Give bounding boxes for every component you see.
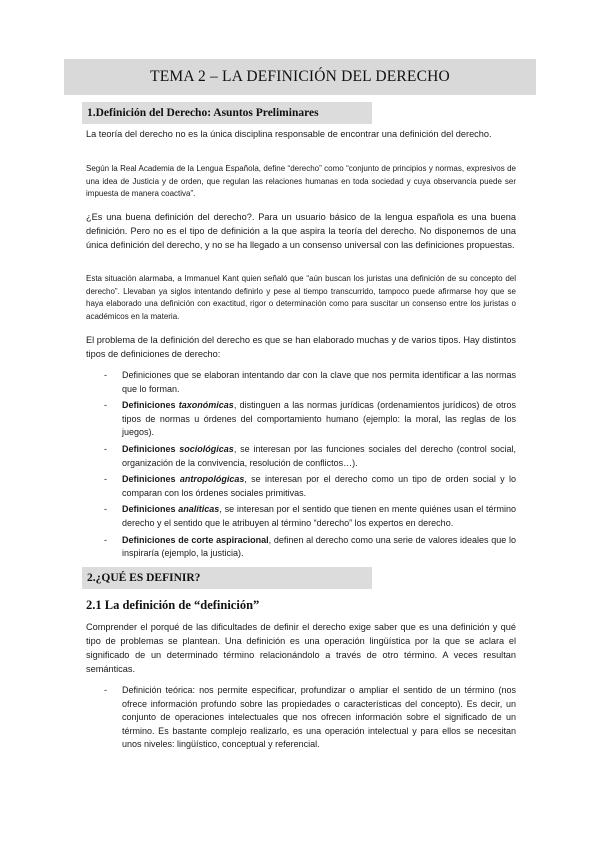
- document-title: TEMA 2 – LA DEFINICIÓN DEL DERECHO: [64, 59, 536, 95]
- kant-quote-paragraph: Esta situación alarmaba, a Immanuel Kant quien señaló que “aún buscan los juristas una definición de su concepto del derecho”. Llevaban ya siglos intentando definirlo y pese al tiempo transcurrido, tampoco puede afirmarse hoy que se haya elaborado una definición con exactitud, rigor o determinación como para suscitar un consenso entre los juristas o académicos en la materia.: [86, 274, 516, 321]
- subsection-heading: 2.1 La definición de “definición”: [86, 598, 260, 612]
- list-item: - Definiciones que se elaboran intentando dar con la clave que nos permita identificar a las normas que lo forman.: [104, 370, 516, 394]
- list-item: - Definiciones de corte aspiracional, definen al derecho como una serie de valores ideales que lo inspiraría (ejemplo, la justicia).: [104, 534, 516, 559]
- section-heading-1: 1.Definición del Derecho: Asuntos Preliminares: [82, 102, 372, 124]
- paragraph-1: La teoría del derecho no es la única disciplina responsable de encontrar una definición del derecho.: [86, 129, 492, 139]
- paragraph-6: Comprender el porqué de las dificultades de definir el derecho exige saber que es una definición y qué tipo de problemas se plantean. Una definición es una operación lingüística por la que se aclara el significado de un determinado término relacionándolo a través de otro término. A veces resultan semánticas.: [86, 622, 516, 674]
- paragraph-5: El problema de la definición del derecho es que se han elaborado muchas y de varios tipos. Hay distintos tipos de definiciones de derecho:: [86, 335, 516, 359]
- list-item: - Definiciones analíticas, se interesan por el sentido que tienen en mente quiénes usan el término derecho y el sentido que le atribuyen al término “derecho” los expertos en derecho.: [104, 504, 516, 528]
- definition-kinds-list: [104, 684, 516, 755]
- list-item: - Definición teórica: nos permite especificar, profundizar o ampliar el sentido de un término (nos ofrece información profundo sobre las propiedades o características del concepto). Es decir, un conjunto de operaciones intelectuales que nos ofrecen información sobre el significado de un término. Es bastante complejo realizarlo, es una operación intelectual y para ellos se necesitan unos niveles: lingüístico, conceptual y referencial.: [104, 685, 516, 750]
- section-heading-2: 2.¿QUÉ ES DEFINIR?: [82, 567, 372, 589]
- list-item: - Definiciones antropológicas, se interesan por el derecho como un tipo de orden social y lo comparan con los órdenes sociales primitivas.: [104, 474, 516, 498]
- list-item: - Definiciones sociológicas, se interesan por las funciones sociales del derecho (control social, organización de la convivencia, resolución de conflictos…).: [104, 443, 516, 468]
- rae-quote-paragraph: Según la Real Academia de la Lengua Española, define “derecho” como “conjunto de principios y normas, expresivos de una idea de Justicia y de orden, que regulan las relaciones humanas en toda sociedad y cuya observancia puede ser impuesta de manera coactiva”.: [86, 164, 516, 198]
- list-item: - Definiciones taxonómicas, distinguen a las normas jurídicas (ordenamientos jurídicos) de otros tipos de normas u órdenes del comportamiento humano (ejemplo: la moral, las reglas de los juegos).: [104, 400, 516, 438]
- definition-types-list: [104, 369, 516, 564]
- paragraph-3: ¿Es una buena definición del derecho?. Para un usuario básico de la lengua española es una buena definición. Pero no es el tipo de definición a la que aspira la teoría del derecho. No disponemos de una única definición del derecho, y no se ha llegado a un consenso universal con las definiciones propuestas.: [86, 212, 516, 250]
